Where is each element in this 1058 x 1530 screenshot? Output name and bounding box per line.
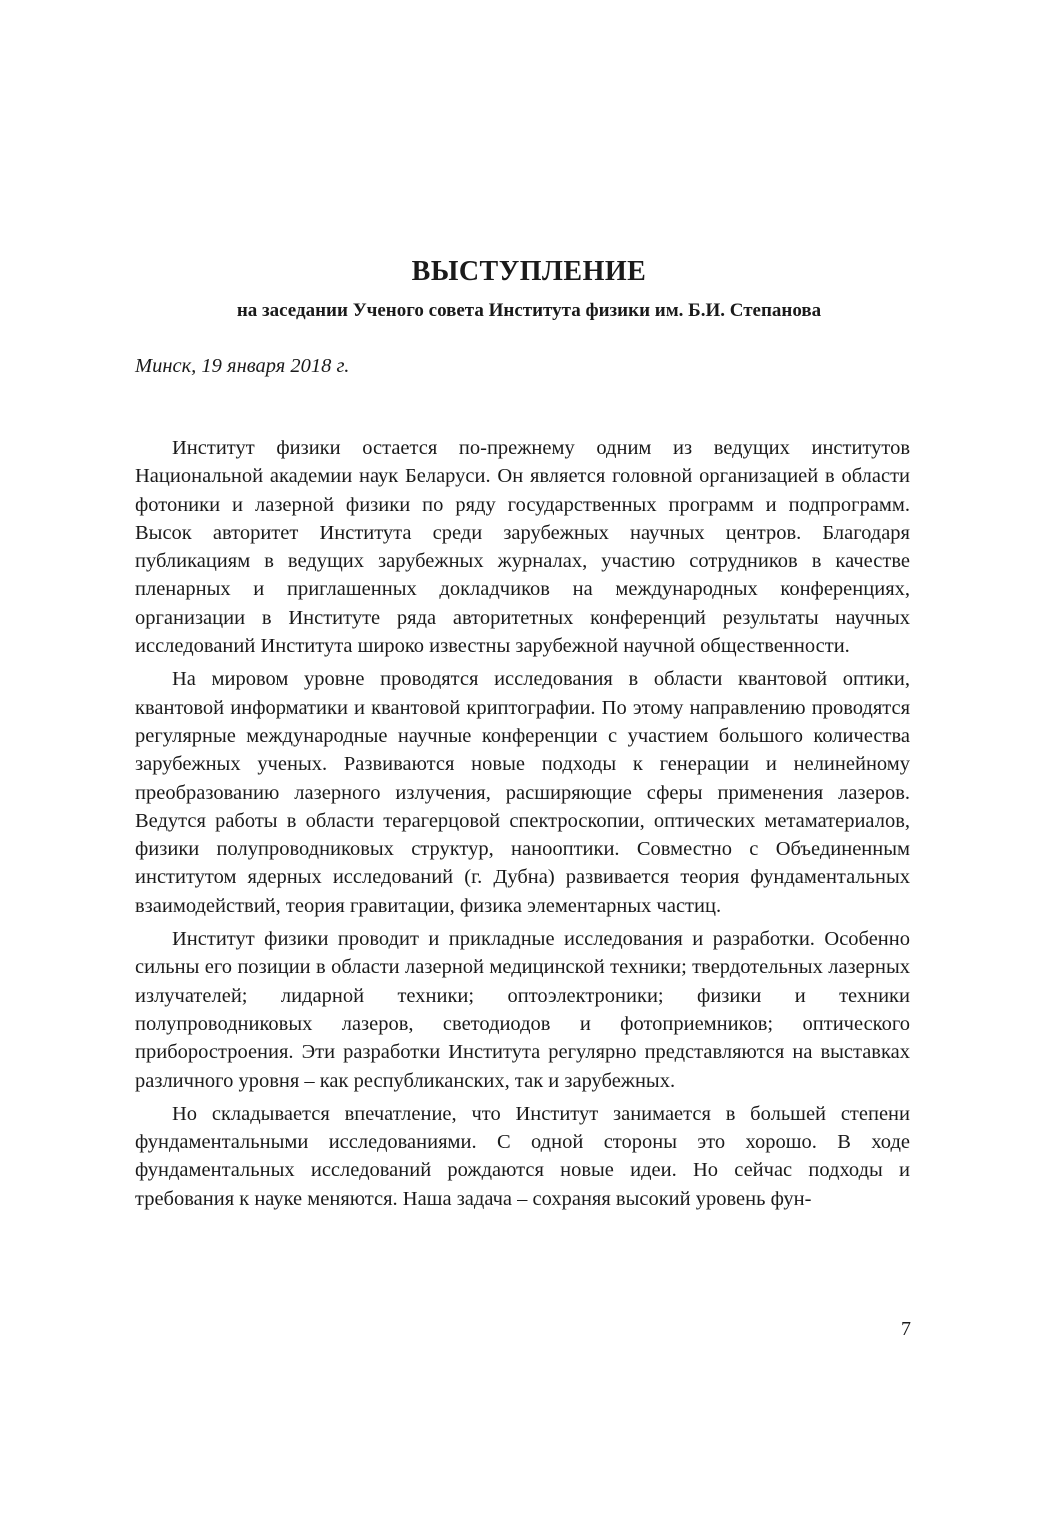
page-title: ВЫСТУПЛЕНИЕ — [411, 256, 647, 287]
page-number: 7 — [901, 1318, 911, 1340]
paragraph-1: Институт физики остается по-прежнему одним из ведущих институтов Национальной академии наук Беларуси. Он является головной организацией в области фотоники и лазерной физики по ряду государственных программ и подпрограмм. Высок авторитет Института среди зарубежных научных центров. Благодаря публикациям в ведущих зарубежных журналах, участию сотрудников в качестве пленарных и приглашенных докладчиков на международных конференциях, организации в Институте ряда авторитетных конференций результаты научных исследований Института широко известны зарубежной научной общественности. — [135, 437, 910, 658]
paragraph-2: На мировом уровне проводятся исследования в области квантовой оптики, квантовой информатики и квантовой криптографии. По этому направлению проводятся регулярные международные научные конференции с участием большого количества зарубежных ученых. Развиваются новые подходы к генерации и нелинейному преобразованию лазерного излучения, расширяющие сферы применения лазеров. Ведутся работы в области терагерцовой спектроскопии, оптических метаматериалов, физики полупроводниковых структур, нанооптики. Совместно с Объединенным институтом ядерных исследований (г. Дубна) развивается теория фундаментальных взаимодействий, теория гравитации, физика элементарных частиц. — [135, 668, 910, 917]
place-date: Минск, 19 января 2018 г. — [135, 355, 350, 377]
paragraph-4: Но складывается впечатление, что Институт занимается в большей степени фундаментальными исследованиями. С одной стороны это хорошо. В ходе фундаментальных исследований рождаются новые идеи. Но сейчас подходы и требования к науке меняются. Наша задача – сохраняя высокий уровень фун- — [135, 1102, 910, 1210]
paragraph-3: Институт физики проводит и прикладные исследования и разработки. Особенно сильны его позиции в области лазерной медицинской техники; твердотельных лазерных излучателей; лидарной техники; оптоэлектроники; физики и техники полупроводниковых лазеров, светодиодов и фотоприемников; оптического приборостроения. Эти разработки Института регулярно представляются на выставках различного уровня – как республиканских, так и зарубежных. — [135, 928, 910, 1092]
page-subtitle: на заседании Ученого совета Института физики им. Б.И. Степанова — [236, 300, 822, 321]
body-text — [135, 434, 910, 1218]
